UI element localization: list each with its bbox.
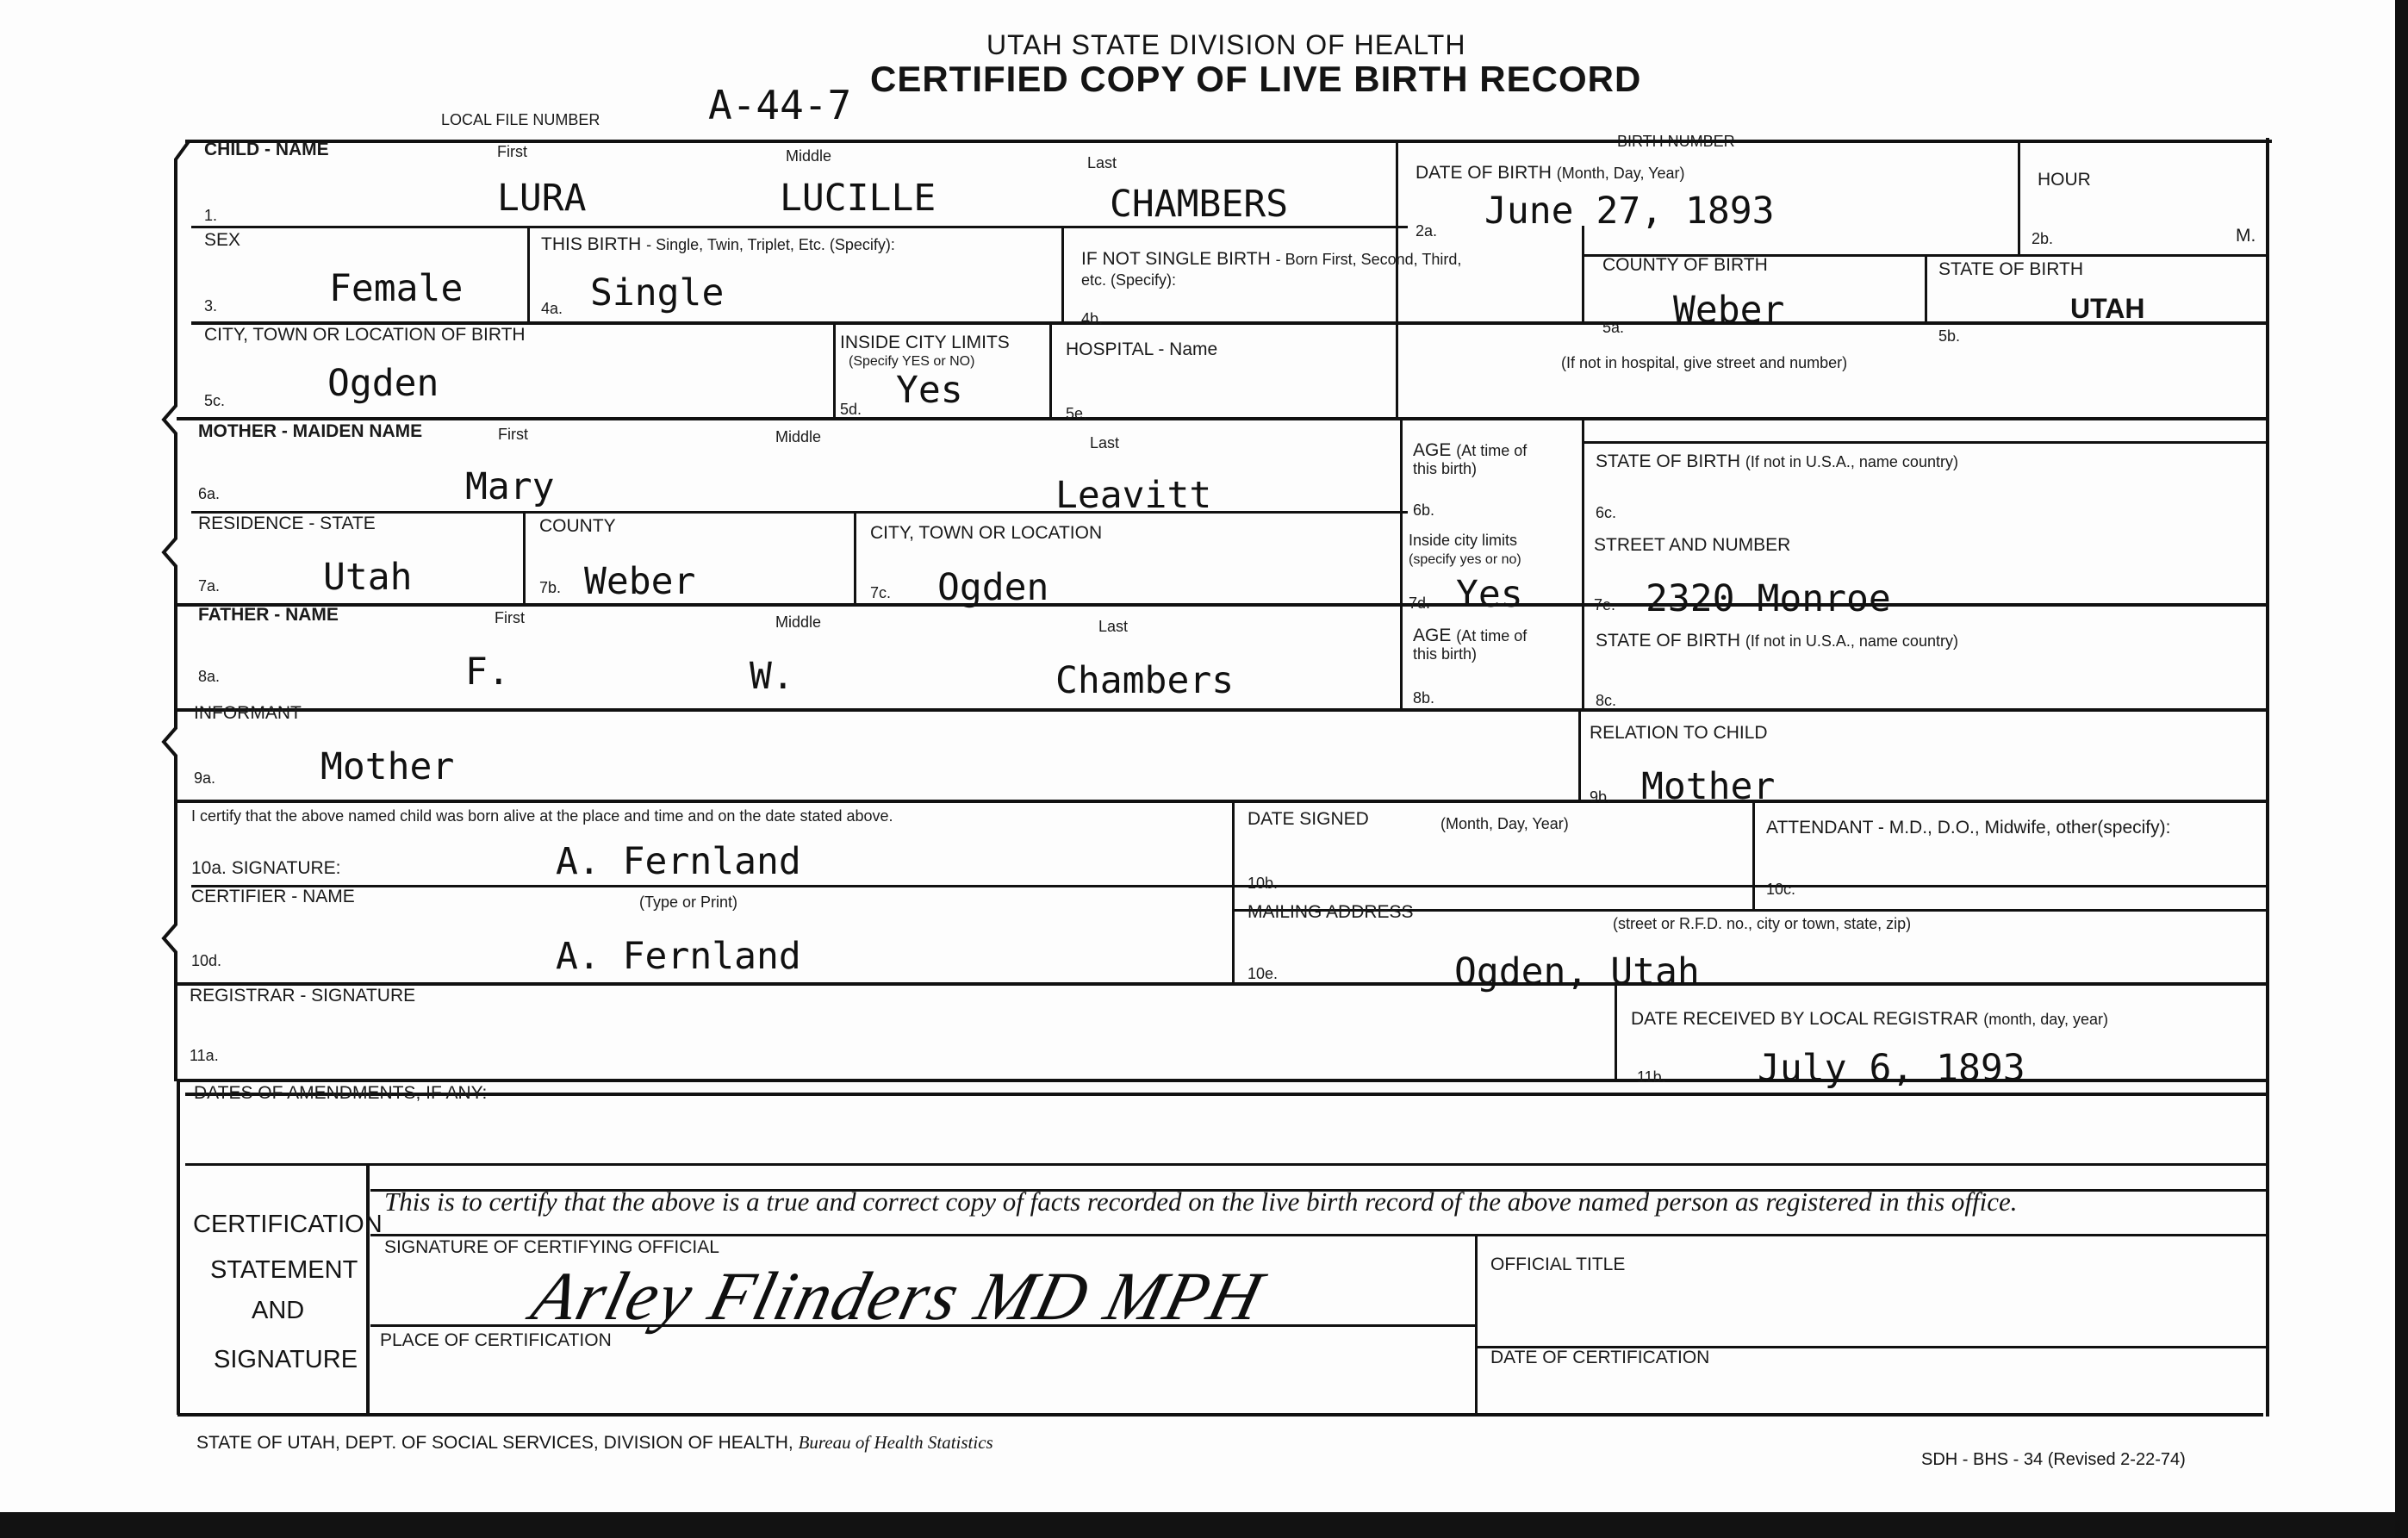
county-of-birth: Weber: [1673, 289, 1785, 332]
county-of-birth-label: COUNTY OF BIRTH: [1602, 255, 1768, 275]
residence-county: Weber: [584, 560, 696, 603]
this-birth-label: THIS BIRTH - Single, Twin, Triplet, Etc. (Specify):: [541, 234, 895, 254]
certifying-official-signature: Arley Flinders MD MPH: [525, 1259, 1272, 1335]
certification-side-label: CERTIFICATION: [193, 1211, 383, 1238]
not-single-hint: etc. (Specify):: [1081, 271, 1177, 289]
child-name-label: CHILD - NAME: [204, 140, 329, 159]
father-first-name: F.: [465, 651, 510, 694]
hour-suffix: M.: [2236, 226, 2256, 246]
signature-label: 10a. SIGNATURE:: [191, 858, 341, 878]
mailing-address-hint: (street or R.F.D. no., city or town, state, zip): [1613, 915, 1912, 932]
father-last-name: Chambers: [1055, 659, 1235, 702]
rule: [1232, 800, 1235, 982]
mother-age-hint: this birth): [1413, 460, 1478, 477]
amendments-label: DATES OF AMENDMENTS, IF ANY:: [194, 1083, 488, 1103]
rule: [1578, 708, 1581, 800]
local-file-number-label: LOCAL FILE NUMBER: [441, 111, 600, 128]
rule: [523, 511, 526, 603]
child-last-name: CHAMBERS: [1110, 183, 1289, 226]
rule: [854, 511, 856, 603]
field-number: 6b.: [1413, 501, 1435, 519]
field-number: 5b.: [1938, 327, 1961, 345]
street-value: 2320 Monroe: [1646, 577, 1891, 620]
field-number: 4a.: [541, 300, 563, 317]
rule: [177, 603, 2268, 607]
child-first-label: First: [497, 143, 527, 160]
field-number: 11a.: [190, 1047, 219, 1064]
state-of-birth-label: STATE OF BIRTH: [1938, 259, 2084, 279]
hospital-hint: (If not in hospital, give street and number): [1561, 354, 1848, 371]
field-number: 11b.: [1637, 1068, 1666, 1086]
rule: [185, 1093, 2266, 1096]
certifier-name-hint: (Type or Print): [639, 894, 738, 911]
field-number: 2b.: [2032, 230, 2054, 247]
rule: [833, 321, 836, 417]
rule: [177, 417, 2268, 420]
mother-first-name: Mary: [465, 465, 555, 508]
rule: [1049, 321, 1052, 417]
rule: [185, 1163, 2266, 1166]
scan-edge-bottom: [0, 1512, 2408, 1538]
place-of-certification-label: PLACE OF CERTIFICATION: [380, 1330, 612, 1350]
city-of-birth: Ogden: [327, 362, 439, 405]
field-number: 6a.: [198, 485, 221, 502]
date-of-certification-label: DATE OF CERTIFICATION: [1490, 1348, 1710, 1367]
field-number: 5d.: [840, 401, 862, 418]
rule: [177, 800, 2268, 803]
father-last-label: Last: [1098, 618, 1129, 635]
statement-side-label: STATEMENT: [210, 1256, 358, 1284]
scan-edge-right: [2395, 0, 2408, 1538]
form-left-bracket: [155, 134, 198, 1090]
form-id: SDH - BHS - 34 (Revised 2-22-74): [1921, 1450, 2186, 1469]
certification-statement: This is to certify that the above is a true and correct copy of facts recorded on the live birth record of the above named person as registered in this office.: [384, 1186, 2018, 1217]
father-middle-name: W.: [750, 655, 794, 698]
child-middle-name: LUCILLE: [780, 177, 936, 220]
rule: [191, 885, 2268, 887]
mother-middle-label: Middle: [775, 428, 822, 445]
mother-last-label: Last: [1090, 434, 1120, 451]
rule: [177, 1413, 2263, 1417]
informant-label: INFORMANT: [194, 703, 302, 723]
rule: [370, 1234, 2266, 1236]
father-name-label: FATHER - NAME: [198, 605, 339, 625]
state-of-birth: UTAH: [2070, 293, 2145, 324]
relation-value: Mother: [1641, 765, 1776, 808]
this-birth-value: Single: [590, 271, 725, 314]
child-first-name: LURA: [497, 177, 587, 220]
field-number-10a: 10a.: [191, 858, 232, 878]
date-received: July 6, 1893: [1758, 1047, 2025, 1090]
mother-age-label: AGE (At time of: [1413, 440, 1528, 460]
field-number: 7c.: [870, 584, 892, 601]
sex-value: Female: [329, 267, 464, 310]
father-first-label: First: [495, 609, 525, 626]
field-number: 7d.: [1409, 595, 1431, 612]
field-number: 2a.: [1416, 222, 1438, 240]
field-number: 5a.: [1602, 319, 1625, 336]
date-signed-hint: (Month, Day, Year): [1440, 815, 1569, 832]
date-received-label: DATE RECEIVED BY LOCAL REGISTRAR (month, day, year): [1631, 1009, 2108, 1029]
field-number: 10c.: [1766, 881, 1796, 898]
mother-first-label: First: [498, 426, 528, 443]
residence-county-label: COUNTY: [539, 516, 616, 536]
sex-label: SEX: [204, 230, 241, 250]
footer-department: STATE OF UTAH, DEPT. OF SOCIAL SERVICES, DIVISION OF HEALTH, Bureau of Health Statistics: [196, 1432, 993, 1453]
rule: [1752, 800, 1755, 909]
field-number: 10b.: [1248, 875, 1279, 892]
rule: [1582, 417, 1584, 708]
certifier-name: A. Fernland: [556, 935, 801, 978]
informant-value: Mother: [320, 745, 455, 788]
rule: [366, 1163, 370, 1413]
residence-state-label: RESIDENCE - STATE: [198, 514, 376, 533]
rule: [1400, 417, 1403, 708]
residence-inside-label: Inside city limits: [1409, 532, 1518, 549]
rule: [1925, 254, 1927, 321]
field-number: 1.: [204, 207, 218, 224]
rule: [177, 1081, 180, 1415]
field-number: 8b.: [1413, 689, 1435, 707]
date-of-birth: June 27, 1893: [1484, 190, 1775, 233]
certifier-signature: A. Fernland: [556, 840, 801, 883]
mother-state-birth-label: STATE OF BIRTH (If not in U.S.A., name country): [1596, 451, 1958, 471]
official-title-label: OFFICIAL TITLE: [1490, 1255, 1626, 1274]
rule: [527, 226, 530, 321]
field-number: 5e.: [1066, 405, 1088, 422]
hour-label: HOUR: [2038, 170, 2091, 190]
rule: [1396, 140, 1398, 417]
mailing-address: Ogden, Utah: [1454, 950, 1700, 993]
father-middle-label: Middle: [775, 613, 822, 631]
certifier-name-label: CERTIFIER - NAME: [191, 887, 355, 906]
local-file-number: A-44-7: [708, 82, 852, 128]
city-of-birth-label: CITY, TOWN OR LOCATION OF BIRTH: [204, 325, 526, 345]
child-middle-label: Middle: [786, 147, 832, 165]
inside-city-limits-hint: (Specify YES or NO): [849, 354, 975, 369]
field-number: 10e.: [1248, 965, 1279, 982]
residence-state: Utah: [323, 556, 413, 599]
date-of-birth-label: DATE OF BIRTH (Month, Day, Year): [1416, 163, 1685, 183]
date-signed-label: DATE SIGNED: [1248, 809, 1369, 829]
relation-label: RELATION TO CHILD: [1590, 723, 1768, 743]
field-number: 8c.: [1596, 692, 1617, 709]
not-single-label: IF NOT SINGLE BIRTH - Born First, Second, Third,: [1081, 249, 1462, 269]
agency-heading: UTAH STATE DIVISION OF HEALTH: [986, 29, 1466, 60]
hospital-label: HOSPITAL - Name: [1066, 339, 1218, 359]
registrar-signature-label: REGISTRAR - SIGNATURE: [190, 986, 416, 1006]
rule: [1582, 226, 1584, 321]
inside-city-limits-label: INSIDE CITY LIMITS: [840, 333, 1010, 352]
field-number: 9a.: [194, 769, 216, 787]
rule: [1061, 226, 1064, 321]
father-age-label: AGE (At time of: [1413, 626, 1528, 645]
document-title: CERTIFIED COPY OF LIVE BIRTH RECORD: [870, 59, 1642, 99]
rule: [2018, 140, 2020, 254]
field-number: 3.: [204, 297, 218, 314]
inside-city-limits: Yes: [896, 369, 963, 412]
field-number: 4b.: [1081, 310, 1104, 327]
rule: [1582, 441, 2268, 444]
street-label: STREET AND NUMBER: [1594, 535, 1791, 555]
field-number: 9b.: [1590, 788, 1612, 806]
residence-city: Ogden: [937, 566, 1049, 609]
father-age-hint: this birth): [1413, 645, 1478, 663]
field-number: 5c.: [204, 392, 226, 409]
and-side-label: AND: [252, 1297, 305, 1324]
field-number: 8a.: [198, 668, 221, 685]
field-number: 7b.: [539, 579, 562, 596]
rule: [177, 708, 2268, 712]
field-number: 7a.: [198, 577, 221, 595]
rule: [1615, 982, 1617, 1079]
mother-last-name: Leavitt: [1055, 474, 1212, 517]
rule: [177, 982, 2268, 986]
rule: [2266, 138, 2269, 1417]
residence-city-label: CITY, TOWN OR LOCATION: [870, 523, 1103, 543]
field-number: 6c.: [1596, 504, 1617, 521]
certify-statement: I certify that the above named child was born alive at the place and time and on the date stated above.: [191, 807, 893, 825]
residence-inside-city-limits: Yes: [1456, 573, 1523, 616]
field-number: 7e.: [1594, 596, 1616, 613]
certifying-official-label: SIGNATURE OF CERTIFYING OFFICIAL: [384, 1237, 719, 1257]
child-last-label: Last: [1087, 154, 1117, 171]
father-state-birth-label: STATE OF BIRTH (If not in U.S.A., name country): [1596, 631, 1958, 651]
residence-inside-hint: (specify yes or no): [1409, 552, 1521, 567]
mailing-address-label: MAILING ADDRESS: [1248, 902, 1414, 922]
rule: [1475, 1234, 1478, 1413]
rule: [191, 226, 1408, 228]
mother-name-label: MOTHER - MAIDEN NAME: [198, 421, 423, 441]
field-number: 10d.: [191, 952, 222, 969]
signature-side-label: SIGNATURE: [214, 1346, 358, 1373]
attendant-label: ATTENDANT - M.D., D.O., Midwife, other(specify):: [1766, 818, 2171, 837]
